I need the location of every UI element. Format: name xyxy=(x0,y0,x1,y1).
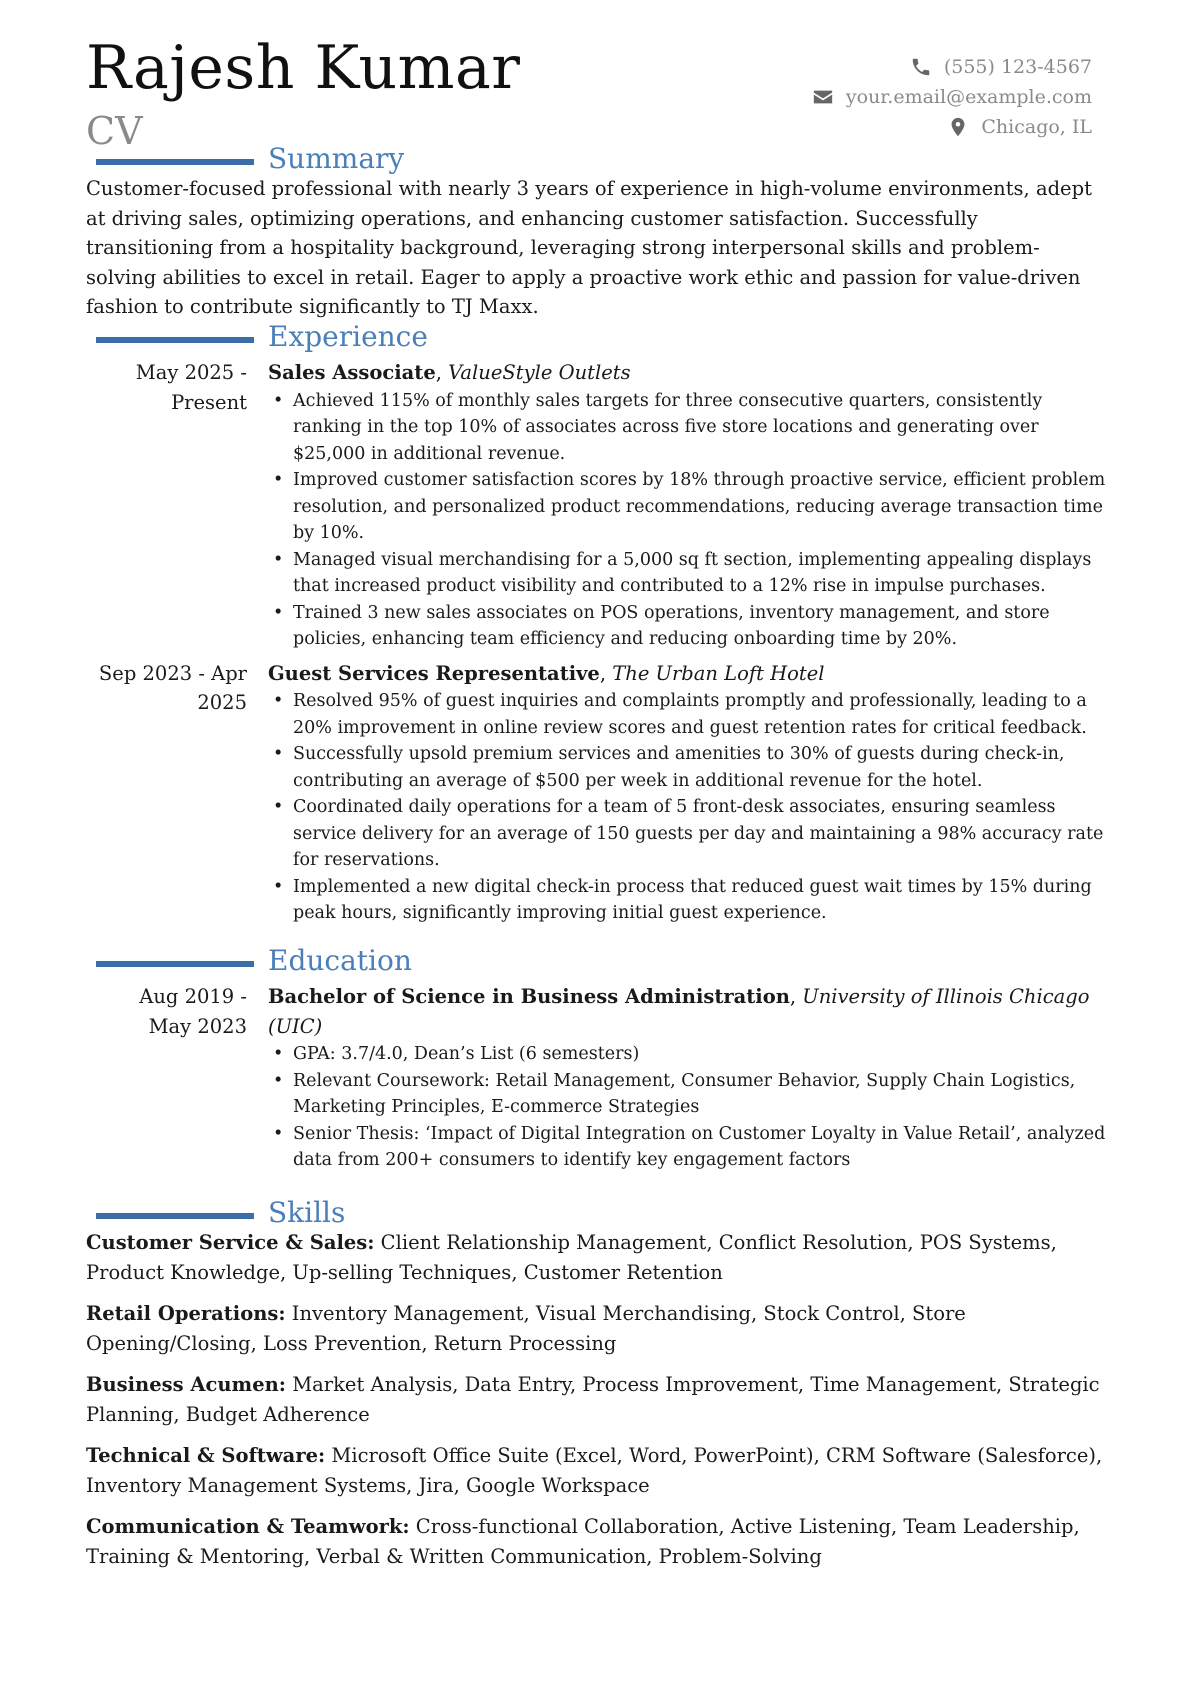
job-role: Guest Services Representative xyxy=(268,661,600,685)
section-header xyxy=(86,942,1106,980)
skill-values: Cross-functional Collaboration, Active Listening, Team Leadership, Training & Mentoring, Verbal & Written Communication, Problem-Solving xyxy=(86,1515,1080,1568)
skill-group xyxy=(86,1441,1106,1500)
skill-group xyxy=(86,1512,1106,1571)
achievement-list xyxy=(268,388,1106,653)
section-title-education: Education xyxy=(268,944,412,977)
degree: Bachelor of Science in Business Administration xyxy=(268,985,790,1008)
section-title-skills: Skills xyxy=(268,1196,346,1229)
experience-section xyxy=(86,318,1106,927)
job-role: Sales Associate xyxy=(268,361,436,384)
date-end: Present xyxy=(171,390,247,414)
list-item: • Relevant Coursework: Retail Management, Consumer Behavior, Supply Chain Logistics, Marketing Principles, E-commerce Strategies xyxy=(268,1068,1106,1121)
entry-body xyxy=(268,659,1106,927)
location-text: Chicago, IL xyxy=(981,116,1092,138)
date-start: Sep 2023 - Apr xyxy=(98,661,247,685)
phone-number[interactable]: (555) 123-4567 xyxy=(943,56,1092,78)
skill-category: Communication & Teamwork: xyxy=(86,1515,410,1538)
contact-email xyxy=(812,82,1092,112)
section-accent-bar xyxy=(96,1213,254,1219)
map-pin-icon xyxy=(947,116,969,138)
section-header xyxy=(86,1194,1106,1232)
list-item: • Senior Thesis: ‘Impact of Digital Integration on Customer Loyalty in Value Retail’, analyzed data from 200+ consumers to identify key engagement factors xyxy=(268,1121,1106,1174)
achievement-list xyxy=(268,688,1106,927)
list-item: • Achieved 115% of monthly sales targets for three consecutive quarters, consistently ranking in the top 10% of associates across five store locations and generating over $25,000 in additional revenue. xyxy=(268,388,1106,468)
date-end: 2025 xyxy=(197,691,247,714)
skill-values: Client Relationship Management, Conflict Resolution, POS Systems, Product Knowledge, Up-selling Techniques, Customer Retention xyxy=(86,1231,1057,1284)
list-item: • Improved customer satisfaction scores by 18% through proactive service, efficient problem resolution, and personalized product recommendations, reducing average transaction time by 10%. xyxy=(268,467,1106,547)
email-address[interactable]: your.email@example.com xyxy=(845,86,1092,108)
skills-list xyxy=(86,1228,1106,1571)
list-item: • GPA: 3.7/4.0, Dean’s List (6 semesters) xyxy=(268,1041,1106,1068)
document-subtitle: CV xyxy=(86,109,143,153)
section-accent-bar xyxy=(96,159,254,165)
list-item: • Managed visual merchandising for a 5,000 sq ft section, implementing appealing displays that increased product visibility and contributed to a 12% rise in impulse purchases. xyxy=(268,547,1106,600)
skill-values: Inventory Management, Visual Merchandising, Stock Control, Store Opening/Closing, Loss Prevention, Return Processing xyxy=(86,1302,966,1355)
skill-group xyxy=(86,1228,1106,1287)
section-header xyxy=(86,140,1106,178)
skill-values: Microsoft Office Suite (Excel, Word, PowerPoint), CRM Software (Salesforce), Inventory Management Systems, Jira, Google Workspace xyxy=(86,1444,1103,1497)
skill-category: Customer Service & Sales: xyxy=(86,1231,375,1254)
skill-group xyxy=(86,1370,1106,1429)
contact-phone xyxy=(812,52,1092,82)
contact-block xyxy=(812,52,1092,142)
list-item: • Trained 3 new sales associates on POS operations, inventory management, and store policies, enhancing team efficiency and reducing onboarding time by 20%. xyxy=(268,600,1106,653)
skill-group xyxy=(86,1299,1106,1358)
date-start: May 2025 - xyxy=(135,361,247,384)
entry-heading: Sales Associate, ValueStyle Outlets xyxy=(268,361,631,384)
date-end: May 2023 xyxy=(148,1014,247,1038)
contact-location xyxy=(812,112,1092,142)
skill-category: Technical & Software: xyxy=(86,1444,326,1467)
person-name: Rajesh Kumar xyxy=(86,33,521,103)
education-section xyxy=(86,942,1106,1174)
entry-date xyxy=(86,982,268,1174)
date-start: Aug 2019 - xyxy=(139,985,247,1008)
skill-category: Business Acumen: xyxy=(86,1373,286,1396)
skills-section xyxy=(86,1194,1106,1583)
list-item: • Implemented a new digital check-in process that reduced guest wait times by 15% during peak hours, significantly improving initial guest experience. xyxy=(268,874,1106,927)
entry-body xyxy=(268,358,1106,653)
list-item: • Coordinated daily operations for a team of 5 front-desk associates, ensuring seamless service delivery for an average of 150 guests per day and maintaining a 98% accuracy rate for reservations. xyxy=(268,794,1106,874)
phone-icon xyxy=(910,56,932,78)
employer: The Urban Loft Hotel xyxy=(612,661,825,685)
skill-values: Market Analysis, Data Entry, Process Improvement, Time Management, Strategic Planning, Budget Adherence xyxy=(86,1373,1100,1426)
education-details-list xyxy=(268,1041,1106,1174)
list-item: • Resolved 95% of guest inquiries and complaints promptly and professionally, leading to a 20% improvement in online review scores and guest retention rates for critical feedback. xyxy=(268,688,1106,741)
section-title-experience: Experience xyxy=(268,320,428,353)
experience-entry xyxy=(86,358,1106,653)
envelope-icon xyxy=(812,86,834,108)
section-accent-bar xyxy=(96,961,254,967)
entry-date xyxy=(86,358,268,653)
entry-date xyxy=(86,659,268,927)
list-item: • Successfully upsold premium services and amenities to 30% of guests during check-in, contributing an average of $500 per week in additional revenue for the hotel. xyxy=(268,741,1106,794)
entry-body xyxy=(268,982,1106,1174)
section-accent-bar xyxy=(96,337,254,343)
section-title-summary: Summary xyxy=(268,142,405,175)
section-header xyxy=(86,318,1106,356)
summary-text: Customer-focused professional with nearly 3 years of experience in high-volume environments, adept at driving sales, optimizing operations, and enhancing customer satisfaction. Successfully transitioning from a hospitality background, leveraging strong interpersonal skills and problem-solving abilities to excel in retail. Eager to apply a proactive work ethic and passion for value-driven fashion to contribute significantly to TJ Maxx. xyxy=(86,177,1092,318)
summary-section xyxy=(86,140,1106,322)
employer: ValueStyle Outlets xyxy=(448,361,631,384)
entry-heading: Guest Services Representative, The Urban Loft Hotel xyxy=(268,661,825,685)
institution: University of Illinois Chicago (UIC) xyxy=(268,985,1090,1038)
entry-heading: Bachelor of Science in Business Administration, University of Illinois Chicago (UIC) xyxy=(268,985,1090,1038)
experience-entry xyxy=(86,659,1106,927)
education-entry xyxy=(86,982,1106,1174)
skill-category: Retail Operations: xyxy=(86,1302,286,1325)
